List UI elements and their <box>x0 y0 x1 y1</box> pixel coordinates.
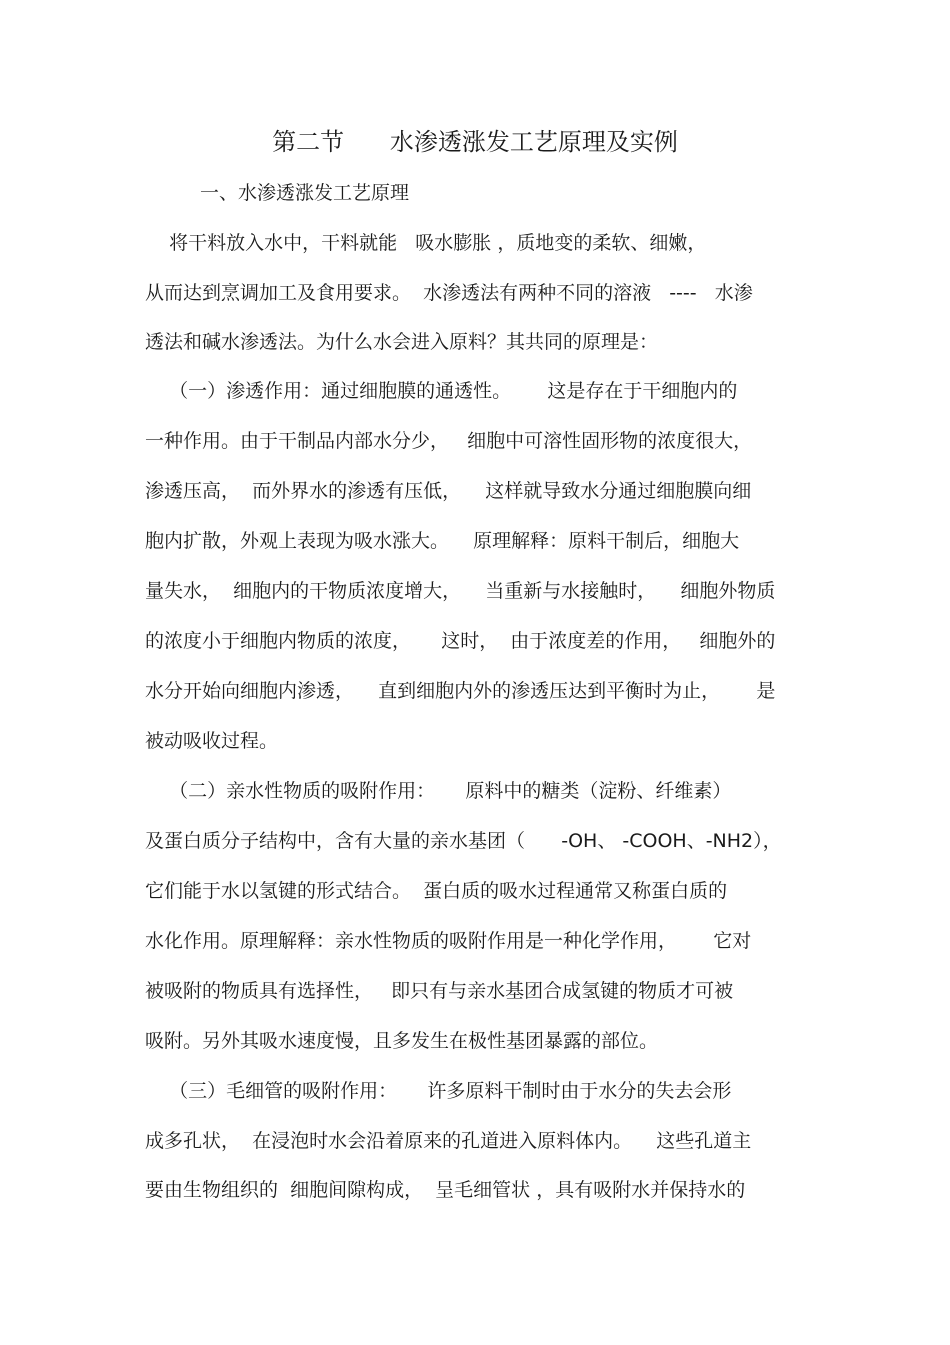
paragraph-line: 吸附。另外其吸水速度慢，且多发生在极性基团暴露的部位。 <box>145 1030 659 1052</box>
paragraph-line: 透法和碱水渗透法。为什么水会进入原料？其共同的原理是： <box>145 331 659 353</box>
section-title: 第二节 水渗透涨发工艺原理及实例 <box>272 128 678 156</box>
paragraph-line: 被动吸收过程。 <box>145 730 279 752</box>
paragraph-line: 水分开始向细胞内渗透， 直到细胞内外的渗透压达到平衡时为止， 是 <box>145 680 776 702</box>
paragraph-line: （三）毛细管的吸附作用： 许多原料干制时由于水分的失去会形 <box>145 1080 732 1102</box>
paragraph-line: 要由生物组织的 细胞间隙构成， 呈毛细管状 ，具有吸附水并保持水的 <box>145 1179 746 1201</box>
paragraph-line: 它们能于水以氢键的形式结合。 蛋白质的吸水过程通常又称蛋白质的 <box>145 880 728 902</box>
paragraph-line: 被吸附的物质具有选择性， 即只有与亲水基团合成氢键的物质才可被 <box>145 980 734 1002</box>
paragraph-line: 胞内扩散，外观上表现为吸水涨大。 原理解释：原料干制后，细胞大 <box>145 530 740 552</box>
paragraph-line: 一种作用。由于干制品内部水分少， 细胞中可溶性固形物的浓度很大， <box>145 430 753 452</box>
paragraph-line: 的浓度小于细胞内物质的浓度， 这时， 由于浓度差的作用， 细胞外的 <box>145 630 776 652</box>
paragraph-line: 成多孔状， 在浸泡时水会沿着原来的孔道进入原料体内。 这些孔道主 <box>145 1130 752 1152</box>
paragraph-line: （二）亲水性物质的吸附作用： 原料中的糖类（淀粉、纤维素） <box>145 780 732 802</box>
subsection-heading: 一、水渗透涨发工艺原理 <box>200 182 410 204</box>
paragraph-line: 量失水， 细胞内的干物质浓度增大， 当重新与水接触时， 细胞外物质 <box>145 580 776 602</box>
paragraph-line: 将干料放入水中，干料就能 吸水膨胀 ，质地变的柔软、细嫩， <box>145 232 707 254</box>
paragraph-line: （一）渗透作用：通过细胞膜的通透性。 这是存在于干细胞内的 <box>145 380 738 402</box>
paragraph-line: 渗透压高， 而外界水的渗透有压低， 这样就导致水分通过细胞膜向细 <box>145 480 752 502</box>
paragraph-line: 从而达到烹调加工及食用要求。 水渗透法有两种不同的溶液 ---- 水渗 <box>145 282 753 304</box>
paragraph-line: 水化作用。原理解释：亲水性物质的吸附作用是一种化学作用， 它对 <box>145 930 752 952</box>
paragraph-line: 及蛋白质分子结构中，含有大量的亲水基团（ -OH、 -COOH、-NH2）， <box>145 830 782 852</box>
